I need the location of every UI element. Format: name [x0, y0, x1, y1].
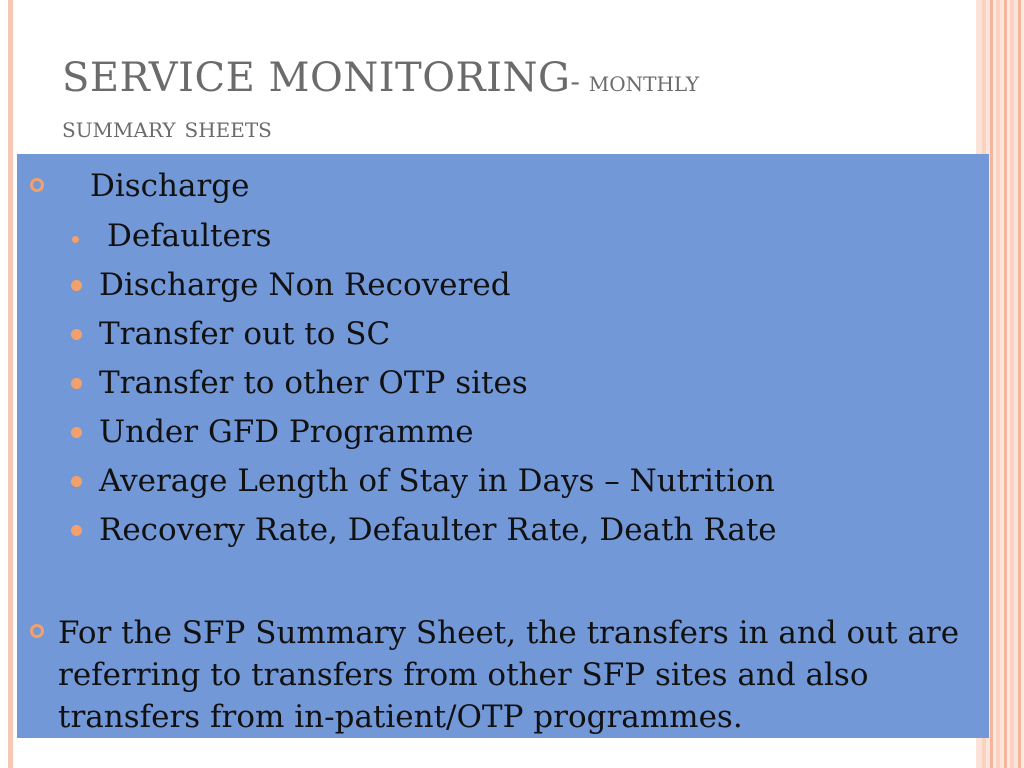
sub-item-rates: Recovery Rate, Defaulter Rate, Death Rate	[99, 512, 777, 548]
sfp-note-line: For the SFP Summary Sheet, the transfers in and out are	[58, 615, 960, 651]
title-sub: - monthly	[570, 65, 700, 98]
bullet-ring-icon	[30, 178, 44, 192]
bullet-dot-icon	[71, 525, 82, 536]
sub-item-transfer-out-sc: Transfer out to SC	[99, 316, 391, 352]
bullet-ring-icon	[30, 624, 44, 638]
bullet-dot-icon	[71, 476, 82, 487]
slide-left-border	[8, 0, 13, 768]
sub-item-transfer-otp: Transfer to other OTP sites	[99, 365, 528, 401]
sub-item-average-stay: Average Length of Stay in Days – Nutrition	[99, 463, 775, 499]
title-line-2: summary sheets	[62, 111, 272, 144]
sfp-note-line: transfers from in-patient/OTP programmes.	[58, 699, 743, 735]
sfp-note	[58, 612, 988, 738]
bullet-dot-icon	[71, 427, 82, 438]
bullet-discharge: Discharge	[90, 168, 250, 204]
slide-title	[62, 55, 962, 144]
title-main: SERVICE MONITORING	[62, 55, 571, 101]
sub-item-defaulters: Defaulters	[107, 218, 272, 254]
sfp-note-line: referring to transfers from other SFP sites and also	[58, 657, 869, 693]
sub-item-discharge-non-recovered: Discharge Non Recovered	[99, 267, 511, 303]
sub-item-gfd: Under GFD Programme	[99, 414, 474, 450]
bullet-dot-icon	[72, 236, 79, 243]
bullet-dot-icon	[71, 378, 82, 389]
bullet-dot-icon	[71, 329, 82, 340]
bullet-dot-icon	[71, 280, 82, 291]
title-line-1	[62, 55, 962, 101]
